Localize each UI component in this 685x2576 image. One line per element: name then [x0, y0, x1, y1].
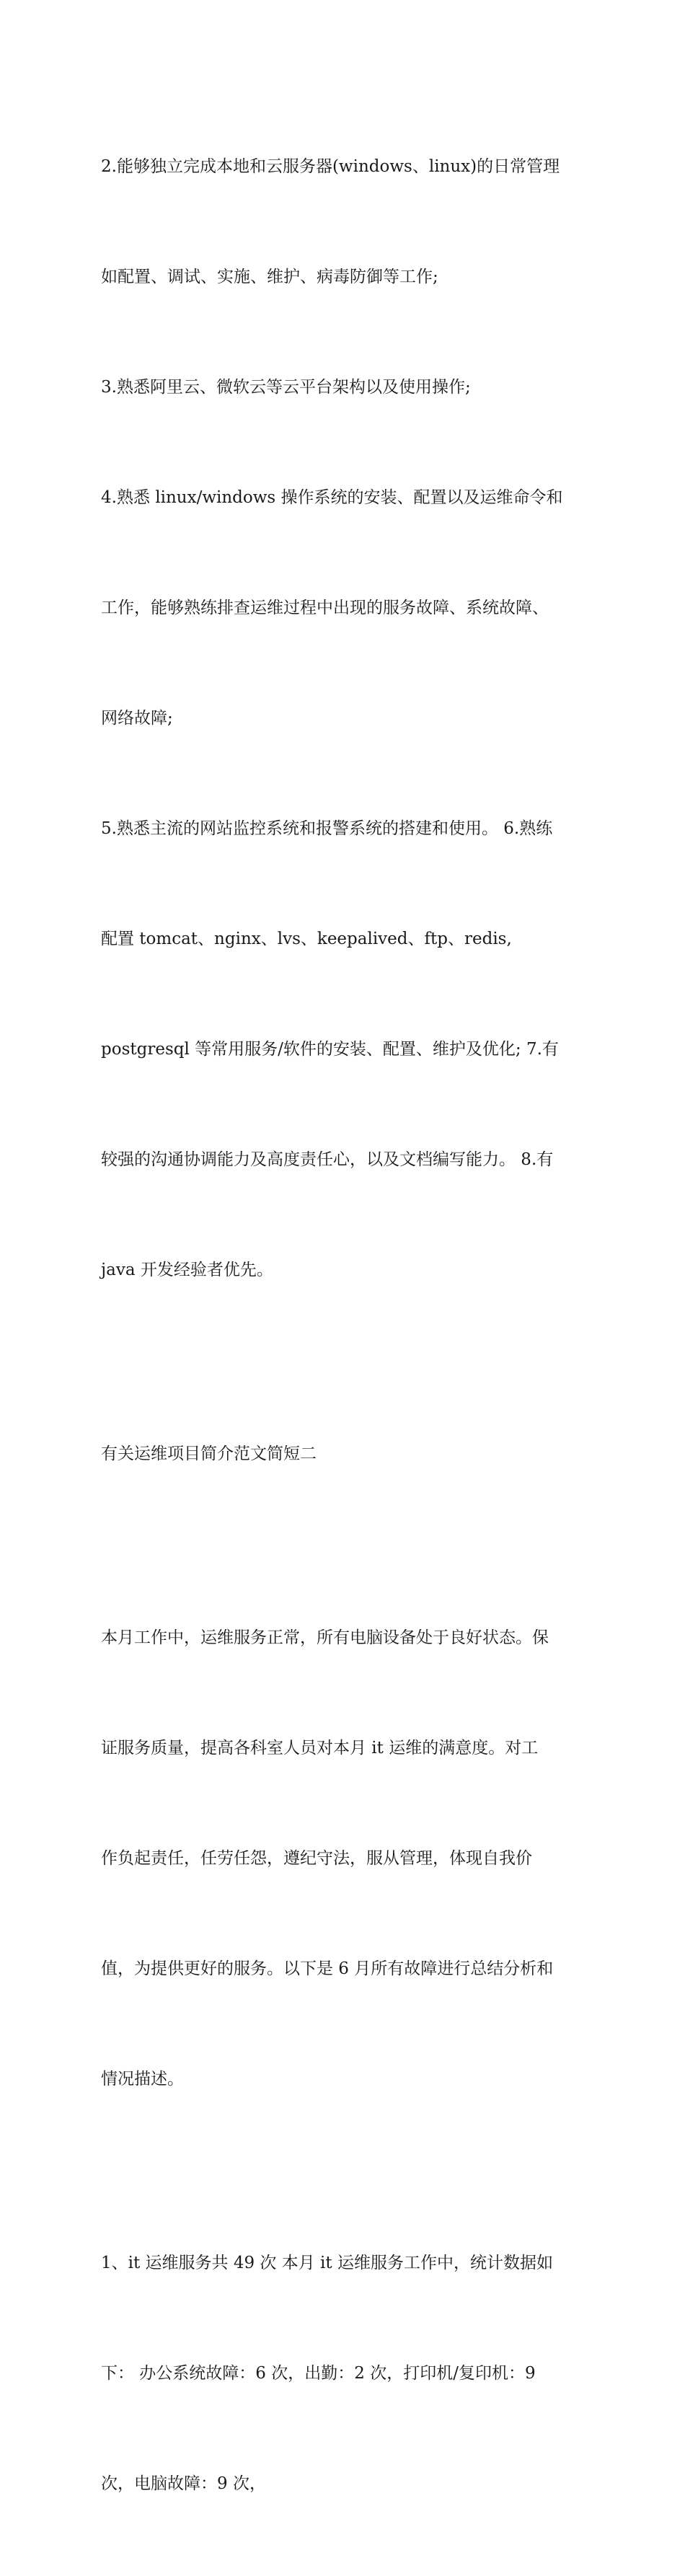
- text-line: 证服务质量，提高各科室人员对本月 it 运维的满意度。对工: [101, 1739, 539, 1757]
- text-line: 2.能够独立完成本地和云服务器(windows、linux)的日常管理: [101, 157, 560, 176]
- text-line: java 开发经验者优先。: [101, 1261, 273, 1279]
- requirements-section: [101, 75, 591, 1362]
- text-line: 值，为提供更好的服务。以下是 6 月所有故障进行总结分析和: [101, 1959, 554, 1978]
- text-line: 5.熟悉主流的网站监控系统和报警系统的搭建和使用。 6.熟练: [101, 819, 553, 838]
- document-page: [101, 75, 591, 2576]
- text-line: 1、it 运维服务共 49 次 本月 it 运维服务工作中，统计数据如: [101, 2254, 553, 2272]
- text-line: 作负起责任，任劳任怨，遵纪守法，服从管理，体现自我价: [101, 1849, 532, 1868]
- text-line: 如配置、调试、实施、维护、病毒防御等工作;: [101, 268, 438, 286]
- text-line: 较强的沟通协调能力及高度责任心，以及文档编写能力。 8.有: [101, 1150, 554, 1169]
- text-line: 下： 办公系统故障：6 次，出勤：2 次，打印机/复印机：9: [101, 2364, 536, 2383]
- text-line: postgresql 等常用服务/软件的安装、配置、维护及优化; 7.有: [101, 1040, 559, 1059]
- summary-section: [101, 1546, 591, 2171]
- text-line: 配置 tomcat、nginx、lvs、keepalived、ftp、redis,: [101, 930, 512, 948]
- text-line: 情况描述。: [101, 2070, 184, 2088]
- statistics-section: [101, 2171, 591, 2576]
- text-line: 3.熟悉阿里云、微软云等云平台架构以及使用操作;: [101, 378, 471, 397]
- text-line: 网络故障;: [101, 709, 173, 728]
- text-line: 4.熟悉 linux/windows 操作系统的安装、配置以及运维命令和: [101, 488, 563, 507]
- section-heading: [101, 1362, 591, 1546]
- text-line: 工作，能够熟练排查运维过程中出现的服务故障、系统故障、: [101, 599, 549, 617]
- heading-line: 有关运维项目简介范文简短二: [101, 1444, 317, 1463]
- text-line: 次，电脑故障：9 次，: [101, 2474, 266, 2493]
- text-line: 本月工作中，运维服务正常，所有电脑设备处于良好状态。保: [101, 1628, 549, 1647]
